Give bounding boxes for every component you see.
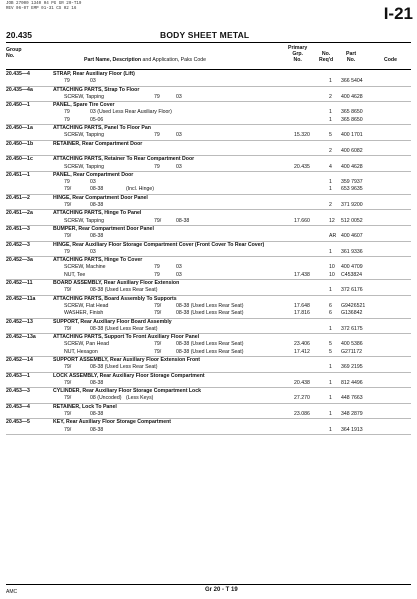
- part-entry-head: [6, 102, 411, 109]
- group-number: 20.451—2a: [6, 210, 33, 217]
- part-number: 512 0052: [341, 217, 363, 224]
- model-year: 79/: [64, 233, 72, 240]
- application-line: [6, 349, 411, 356]
- sub-part: NUT, Hexagon: [64, 348, 98, 355]
- body-code: 08-38 (Used Less Rear Seat): [90, 364, 158, 371]
- group-number: 20.451—3: [6, 225, 30, 232]
- section-number: 20.435: [6, 30, 32, 40]
- job-header-line1: JOB 27000 1340 04 PG GR 20-T19: [6, 2, 82, 6]
- model-year: 79/: [64, 325, 72, 332]
- body-code: 08-38: [90, 233, 104, 240]
- part-name: HINGE, Rear Compartment Door Panel: [53, 194, 148, 201]
- part-name: CYLINDER, Rear Auxiliary Floor Storage Compartment Lock: [53, 388, 201, 395]
- quantity: 5: [329, 341, 332, 348]
- part-entry: [6, 373, 411, 389]
- application-line: [6, 326, 411, 333]
- primary-group: 23.086: [294, 411, 310, 418]
- group-number: 20.452—13a: [6, 334, 36, 341]
- part-number: G271172: [341, 348, 362, 355]
- model-year: 79/: [64, 186, 72, 193]
- page-title: BODY SHEET METAL: [160, 30, 250, 40]
- application-line: [6, 148, 411, 155]
- quantity: 2: [329, 147, 332, 154]
- part-number: 366 5404: [341, 78, 363, 85]
- sub-part: SCREW, Tapping: [64, 217, 104, 224]
- body-code: 03: [176, 271, 182, 278]
- application-line: [6, 411, 411, 418]
- footer-rule: [6, 584, 411, 585]
- application-line: [6, 287, 411, 294]
- body-code: 03: [176, 163, 182, 170]
- model-year: 79: [154, 163, 160, 170]
- model-year: 79/: [154, 341, 162, 348]
- part-entry: [6, 141, 411, 157]
- part-entry: [6, 404, 411, 420]
- model-year: 79: [154, 271, 160, 278]
- note: (Less Keys): [126, 395, 154, 402]
- application-line: [6, 233, 411, 240]
- part-entry: [6, 172, 411, 195]
- primary-group: 17.816: [294, 310, 310, 317]
- body-code: 08-38: [90, 379, 104, 386]
- part-entry-head: [6, 257, 411, 264]
- application-line: [6, 427, 411, 434]
- col-part-name: [84, 57, 206, 63]
- part-entry-head: [6, 280, 411, 287]
- group-number: 20.452—3a: [6, 257, 33, 264]
- page-code: I-21: [383, 4, 413, 23]
- job-header: [6, 2, 81, 12]
- model-year: 79/: [64, 364, 72, 371]
- body-code: 03: [176, 132, 182, 139]
- part-number: 400 4709: [341, 264, 363, 271]
- part-entry-head: [6, 419, 411, 426]
- quantity: 5: [329, 348, 332, 355]
- sub-part: NUT, Tee: [64, 271, 86, 278]
- part-entry-head: [6, 210, 411, 217]
- application-line: [6, 132, 411, 139]
- quantity: 12: [329, 217, 335, 224]
- part-name: PANEL, Rear Compartment Door: [53, 171, 134, 178]
- group-number: 20.452—3: [6, 241, 30, 248]
- primary-group: 20.435: [294, 163, 310, 170]
- model-year: 79/: [154, 302, 162, 309]
- quantity: 1: [329, 179, 332, 186]
- group-number: 20.450—1: [6, 102, 30, 109]
- body-code: 08-38: [176, 217, 190, 224]
- part-number: 371 9200: [341, 202, 363, 209]
- model-year: 79/: [154, 348, 162, 355]
- group-number: 20.450—1c: [6, 156, 33, 163]
- part-entry: [6, 125, 411, 141]
- part-entry-head: [6, 373, 411, 380]
- part-number: C453824: [341, 271, 363, 278]
- body-code: 03: [90, 248, 96, 255]
- application-line: [6, 179, 411, 186]
- part-number: G9426521: [341, 302, 366, 309]
- application-line: [6, 364, 411, 371]
- body-code: 08-38: [90, 411, 104, 418]
- part-entry-head: [6, 296, 411, 303]
- col-part-no: Part No.: [346, 51, 357, 63]
- quantity: 2: [329, 93, 332, 100]
- part-name: ATTACHING PARTS, Board Assembly To Supports: [53, 295, 177, 302]
- quantity: 6: [329, 310, 332, 317]
- quantity: 1: [329, 364, 332, 371]
- model-year: 79/: [64, 411, 72, 418]
- body-code: 03 (Used Less Rear Auxiliary Floor): [90, 109, 172, 116]
- application-line: [6, 202, 411, 209]
- part-entry-head: [6, 125, 411, 132]
- part-name: KEY, Rear Auxiliary Floor Storage Compartment: [53, 419, 171, 426]
- model-year: 79: [154, 132, 160, 139]
- application-line: [6, 117, 411, 124]
- body-code: 08 (Uncoded): [90, 395, 122, 402]
- part-number: 400 6082: [341, 147, 363, 154]
- primary-group: 20.438: [294, 379, 310, 386]
- part-number: G136842: [341, 310, 363, 317]
- group-number: 20.450—1a: [6, 125, 33, 132]
- primary-group: 17.648: [294, 302, 310, 309]
- model-year: 79/: [154, 310, 162, 317]
- col-no-reqd: No. Req'd: [319, 51, 334, 63]
- application-line: [6, 264, 411, 271]
- group-number: 20.435—4: [6, 71, 30, 77]
- part-number: 400 4628: [341, 163, 363, 170]
- footer-brand: AMC: [6, 589, 18, 595]
- sub-part: SCREW, Machine: [64, 264, 106, 271]
- application-line: [6, 78, 411, 85]
- sub-part: WASHER, Finish: [64, 310, 104, 317]
- part-name: ATTACHING PARTS, Hinge To Panel: [53, 210, 142, 217]
- col-part-name-bold: Part Name, Description: [84, 57, 142, 63]
- model-year: 79: [64, 116, 70, 123]
- primary-group: 17.412: [294, 348, 310, 355]
- application-line: [6, 186, 411, 193]
- part-entry: [6, 156, 411, 172]
- part-number: 400 1701: [341, 132, 363, 139]
- part-name: RETAINER, Rear Compartment Door: [53, 140, 143, 147]
- part-number: 365 8650: [341, 109, 363, 116]
- body-code: 03: [176, 264, 182, 271]
- col-primary-grp: Primary Grp. No.: [288, 45, 308, 63]
- part-entry-head: [6, 156, 411, 163]
- body-code: 08-38 (Used Less Rear Seat): [90, 325, 158, 332]
- part-number: 400 4628: [341, 93, 363, 100]
- sub-part: SCREW, Tapping: [64, 132, 104, 139]
- part-entry-head: [6, 319, 411, 326]
- sub-part: SCREW, Tapping: [64, 93, 104, 100]
- sub-part: SCREW, Flat Head: [64, 302, 109, 309]
- application-line: [6, 395, 411, 402]
- quantity: 6: [329, 302, 332, 309]
- part-name: SUPPORT, Rear Auxiliary Floor Board Assembly: [53, 318, 172, 325]
- quantity: 1: [329, 426, 332, 433]
- part-number: 372 6176: [341, 287, 363, 294]
- sub-part: SCREW, Pan Head: [64, 341, 109, 348]
- body-code: 05-06: [90, 116, 104, 123]
- part-name: HINGE, Rear Auxiliary Floor Storage Compartment Cover (Front Cover To Rear Cover): [53, 241, 265, 248]
- quantity: 10: [329, 264, 335, 271]
- group-number: 20.453—5: [6, 419, 30, 426]
- sub-part: SCREW, Tapping: [64, 163, 104, 170]
- model-year: 79/: [64, 202, 72, 209]
- part-number: 400 4607: [341, 233, 363, 240]
- quantity: 1: [329, 186, 332, 193]
- col-code: Code: [384, 57, 397, 63]
- application-line: [6, 94, 411, 101]
- part-entry: [6, 319, 411, 335]
- group-number: 20.451—2: [6, 194, 30, 201]
- quantity: 2: [329, 202, 332, 209]
- group-number: 20.452—11a: [6, 295, 36, 302]
- header-rule: [6, 42, 411, 43]
- group-number: 20.453—1: [6, 372, 30, 379]
- application-line: [6, 218, 411, 225]
- part-name: ATTACHING PARTS, Panel To Floor Pan: [53, 125, 151, 132]
- part-name: BUMPER, Rear Compartment Door Panel: [53, 225, 154, 232]
- col-part-name-rest: and Application, Paks Code: [142, 57, 206, 63]
- part-entry: [6, 102, 411, 125]
- group-number: 20.453—4: [6, 403, 30, 410]
- model-year: 79/: [64, 395, 72, 402]
- quantity: 1: [329, 379, 332, 386]
- part-name: ATTACHING PARTS, Hinge To Cover: [53, 257, 143, 264]
- part-name: RETAINER, Lock To Panel: [53, 403, 117, 410]
- part-entry: [6, 87, 411, 103]
- part-number: 653 9635: [341, 186, 363, 193]
- quantity: 1: [329, 78, 332, 85]
- primary-group: 23.406: [294, 341, 310, 348]
- note: (Incl. Hinge): [126, 186, 154, 193]
- body-code: 08-38: [90, 186, 104, 193]
- body-code: 08-38: [90, 426, 104, 433]
- model-year: 79/: [64, 379, 72, 386]
- quantity: 1: [329, 109, 332, 116]
- part-entry: [6, 419, 411, 435]
- part-entry: [6, 334, 411, 357]
- part-entry-head: [6, 71, 411, 78]
- part-entry: [6, 388, 411, 404]
- part-number: 361 9336: [341, 248, 363, 255]
- application-line: [6, 310, 411, 317]
- application-line: [6, 341, 411, 348]
- part-number: 448 7663: [341, 395, 363, 402]
- quantity: 1: [329, 248, 332, 255]
- part-number: 364 1913: [341, 426, 363, 433]
- part-number: 348 2879: [341, 411, 363, 418]
- part-entry-head: [6, 172, 411, 179]
- body-code: 08-38 (Used Less Rear Seat): [176, 348, 244, 355]
- model-year: 79: [154, 264, 160, 271]
- part-entry: [6, 357, 411, 373]
- part-name: BOARD ASSEMBLY, Rear Auxiliary Floor Extension: [53, 280, 180, 287]
- quantity: 1: [329, 411, 332, 418]
- model-year: 79: [64, 248, 70, 255]
- part-entry: [6, 195, 411, 211]
- group-number: 20.452—14: [6, 356, 33, 363]
- part-entry-head: [6, 141, 411, 148]
- part-entry: [6, 296, 411, 319]
- model-year: 79/: [154, 217, 162, 224]
- part-number: 365 8650: [341, 116, 363, 123]
- group-number: 20.452—13: [6, 318, 33, 325]
- parts-list: [6, 71, 411, 435]
- part-name: STRAP, Rear Auxiliary Floor (Lift): [53, 71, 135, 77]
- part-entry-head: [6, 357, 411, 364]
- quantity: 1: [329, 287, 332, 294]
- job-header-line2: REV 06-07 EMP 01-31 CS 02 16: [6, 7, 77, 11]
- model-year: 79: [64, 179, 70, 186]
- part-name: ATTACHING PARTS, Support To Front Auxiliary Floor Panel: [53, 334, 200, 341]
- group-number: 20.451—1: [6, 171, 30, 178]
- primary-group: 15.320: [294, 132, 310, 139]
- application-line: [6, 109, 411, 116]
- body-code: 08-38 (Used Less Rear Seat): [176, 341, 244, 348]
- primary-group: 17.660: [294, 217, 310, 224]
- part-entry-head: [6, 226, 411, 233]
- primary-group: 17.438: [294, 271, 310, 278]
- part-name: ATTACHING PARTS, Retainer To Rear Compartment Door: [53, 156, 195, 163]
- col-group-no: Group No.: [6, 47, 22, 59]
- body-code: 03: [90, 78, 96, 85]
- part-number: 372 6175: [341, 325, 363, 332]
- application-line: [6, 303, 411, 310]
- quantity: 10: [329, 271, 335, 278]
- application-line: [6, 249, 411, 256]
- quantity: 4: [329, 163, 332, 170]
- body-code: 08-38 (Used Less Rear Seat): [176, 302, 244, 309]
- part-entry: [6, 242, 411, 258]
- part-entry: [6, 71, 411, 87]
- quantity: 1: [329, 395, 332, 402]
- application-line: [6, 380, 411, 387]
- group-number: 20.452—11: [6, 280, 33, 287]
- part-entry-head: [6, 388, 411, 395]
- primary-group: 27.270: [294, 395, 310, 402]
- part-number: 812 4496: [341, 379, 363, 386]
- part-entry: [6, 226, 411, 242]
- group-number: 20.453—3: [6, 388, 30, 395]
- footer-group: Gr 20 - T 19: [205, 587, 238, 593]
- body-code: 08-38 (Used Less Rear Seat): [176, 310, 244, 317]
- part-entry-head: [6, 334, 411, 341]
- quantity: 1: [329, 325, 332, 332]
- part-number: 369 2195: [341, 364, 363, 371]
- part-entry-head: [6, 242, 411, 249]
- part-number: 359 7937: [341, 179, 363, 186]
- quantity: AR: [329, 233, 337, 240]
- model-year: 79: [64, 78, 70, 85]
- part-entry: [6, 210, 411, 226]
- model-year: 79/: [64, 426, 72, 433]
- part-entry-head: [6, 404, 411, 411]
- part-name: LOCK ASSEMBLY, Rear Auxiliary Floor Storage Compartment: [53, 372, 205, 379]
- group-number: 20.450—1b: [6, 140, 34, 147]
- part-entry-head: [6, 87, 411, 94]
- part-entry-head: [6, 195, 411, 202]
- quantity: 1: [329, 116, 332, 123]
- model-year: 79: [64, 109, 70, 116]
- quantity: 5: [329, 132, 332, 139]
- part-entry: [6, 280, 411, 296]
- model-year: 79/: [64, 287, 72, 294]
- column-header-rule: [6, 69, 411, 70]
- application-line: [6, 164, 411, 171]
- application-line: [6, 272, 411, 279]
- part-number: 400 5386: [341, 341, 363, 348]
- part-name: PANEL, Spare Tire Cover: [53, 102, 115, 109]
- body-code: 03: [90, 179, 96, 186]
- model-year: 79: [154, 93, 160, 100]
- part-name: ATTACHING PARTS, Strap To Floor: [53, 86, 140, 93]
- body-code: 03: [176, 93, 182, 100]
- group-number: 20.435—4a: [6, 86, 33, 93]
- body-code: 08-38 (Used Less Rear Seat): [90, 287, 158, 294]
- part-name: SUPPORT ASSEMBLY, Rear Auxiliary Floor Extension Front: [53, 356, 201, 363]
- part-entry: [6, 257, 411, 280]
- body-code: 08-38: [90, 202, 104, 209]
